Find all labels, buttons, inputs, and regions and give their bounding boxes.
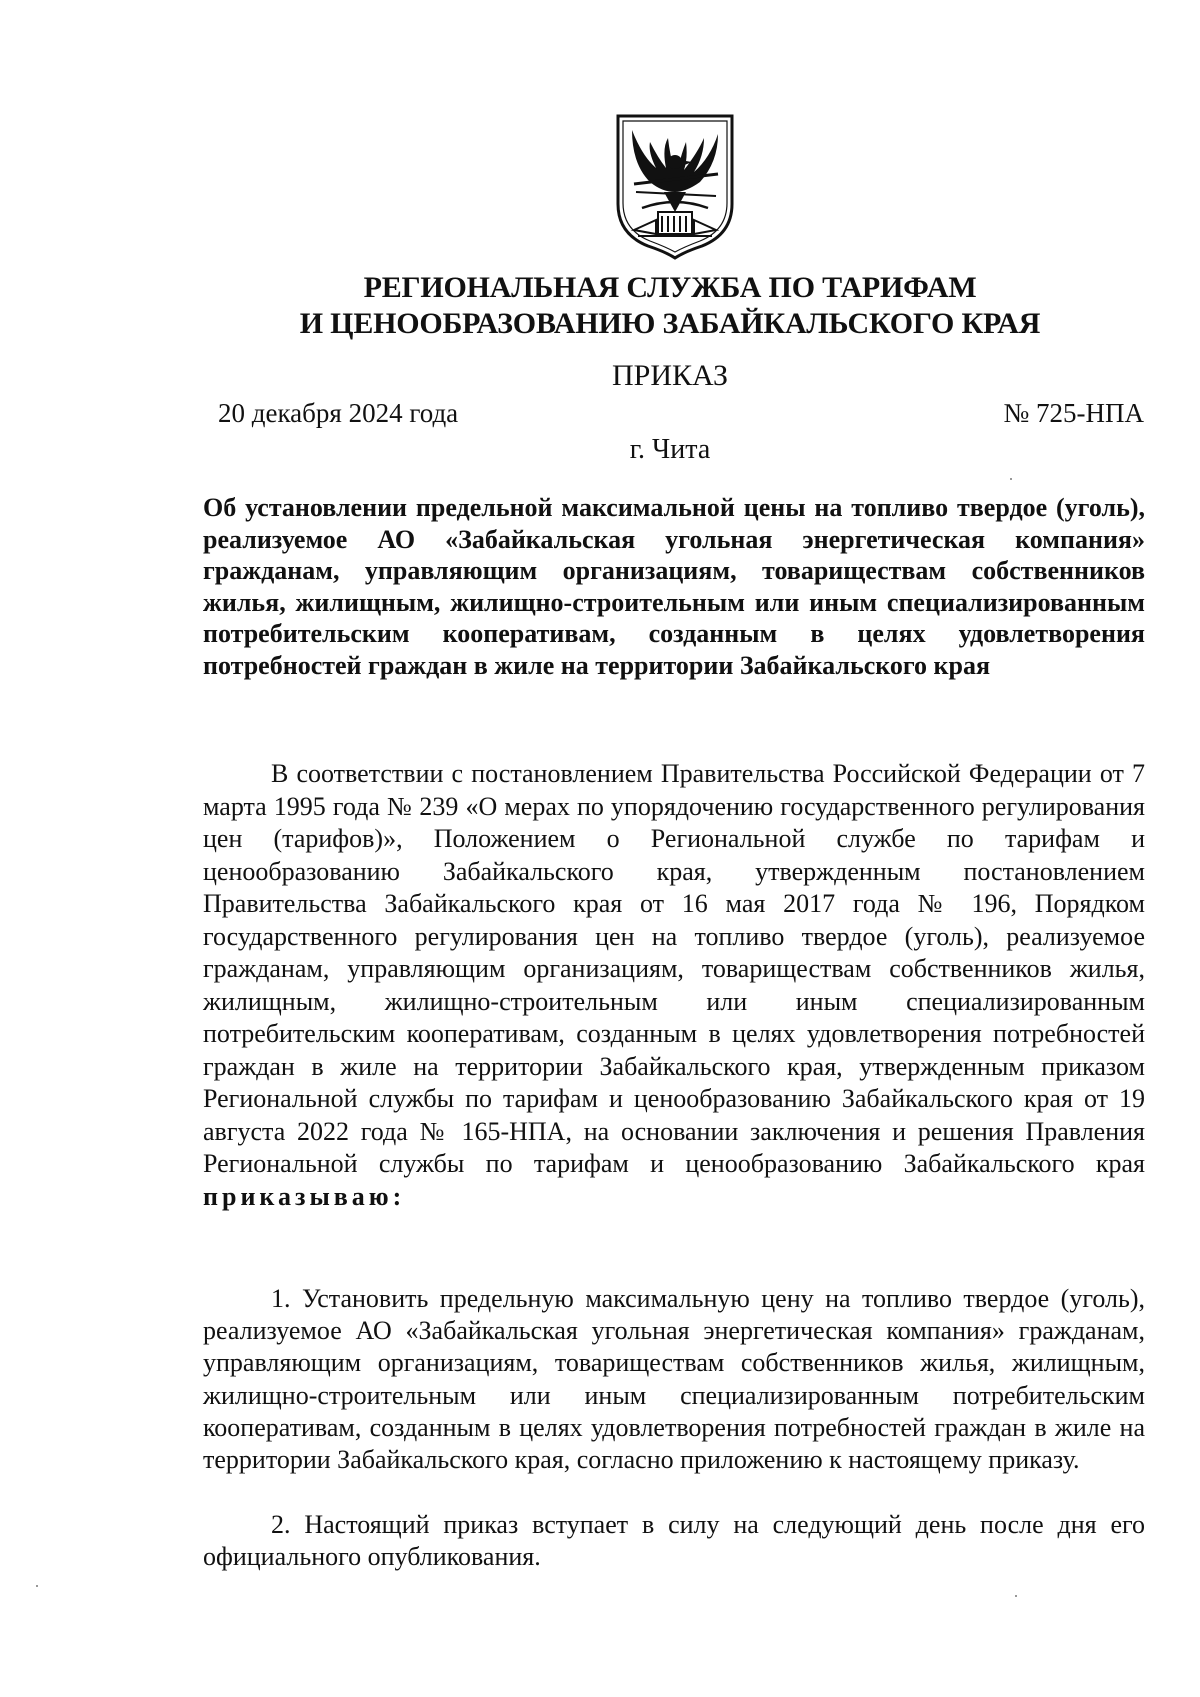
scan-artifact <box>1015 1595 1017 1597</box>
preamble-text: В соответствии с постановлением Правительства Российской Федерации от 7 марта 1995 года № 239 «О мерах по упорядочению государственного регулирования цен (тарифов)», Положением о Региональной службе по тарифам и ценообразованию Забайкальского края, утвержденным постановлением Правительства Забайкальского края от 16 мая 2017 года № 196, Порядком государственного регулирования цен на топливо твердое (уголь), реализуемое гражданам, управляющим организациям, товариществам собственников жилья, жилищным, жилищно-строительным или иным специализированным потребительским кооперативам, созданным в целях удовлетворения потребностей граждан в жиле на территории Забайкальского края, утвержденным приказом Региональной службы по тарифам и ценообразованию Забайкальского края от 19 августа 2022 года № 165-НПА, на основании заключения и решения Правления Региональной службы по тарифам и ценообразованию Забайкальского края <box>203 759 1145 1178</box>
preamble-paragraph <box>203 758 1145 1213</box>
coat-of-arms-icon <box>612 112 738 260</box>
order-item-2: 2. Настоящий приказ вступает в силу на следующий день после дня его официального опубликования. <box>203 1510 1145 1572</box>
order-keyword: приказываю: <box>203 1181 406 1211</box>
document-title: Об установлении предельной максимальной цены на топливо твердое (уголь), реализуемое АО «Забайкальская угольная энергетическая компания» гражданам, управляющим организациям, товариществам собственников жилья, жилищным, жилищно-строительным или иным специализированным потребительским кооперативам, созданным в целях удовлетворения потребностей граждан в жиле на территории Забайкальского края <box>203 493 1145 680</box>
document-number: № 725-НПА <box>1003 398 1144 428</box>
document-date: 20 декабря 2024 года <box>218 398 459 428</box>
document-city: г. Чита <box>629 434 711 465</box>
order-item-1: 1. Установить предельную максимальную цену на топливо твердое (уголь), реализуемое АО «Забайкальская угольная энергетическая компания» гражданам, управляющим организациям, товариществам собственников жилья, жилищным, жилищно-строительным или иным специализированным потребительским кооперативам, созданным в целях удовлетворения потребностей граждан в жиле на территории Забайкальского края, согласно приложению к настоящему приказу. <box>203 1284 1145 1475</box>
scan-artifact <box>36 1585 38 1587</box>
scan-artifact <box>1010 478 1012 480</box>
organization-name-line1: РЕГИОНАЛЬНАЯ СЛУЖБА ПО ТАРИФАМ <box>363 271 977 304</box>
organization-name-line2: И ЦЕНООБРАЗОВАНИЮ ЗАБАЙКАЛЬСКОГО КРАЯ <box>299 307 1041 340</box>
document-type: ПРИКАЗ <box>612 359 728 392</box>
